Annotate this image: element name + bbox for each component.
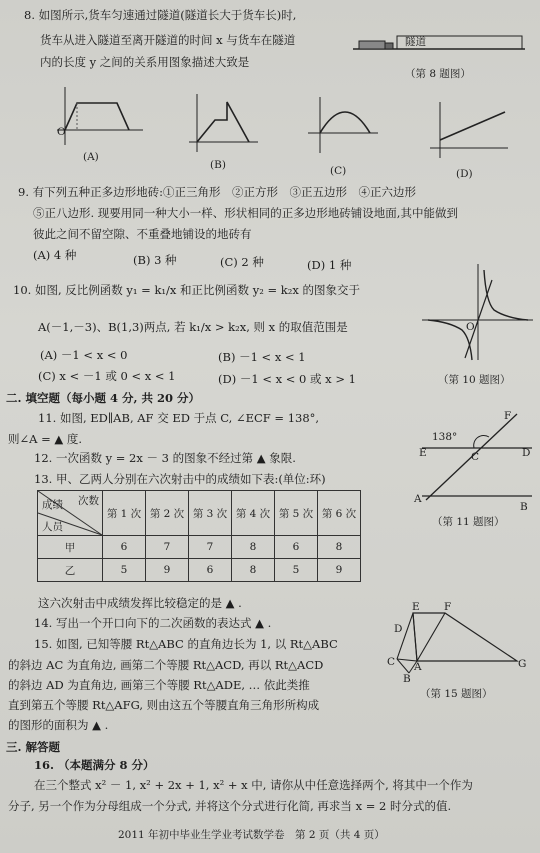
- graph-q10: [420, 262, 535, 362]
- q15-label-g: G: [518, 658, 527, 670]
- page-footer: 2011 年初中毕业生学业考试数学卷 第 2 页（共 4 页）: [118, 829, 385, 841]
- q14-text: 14. 写出一个开口向下的二次函数的表达式 ▲ .: [34, 616, 272, 630]
- q8-line3: 内的长度 y 之间的关系用图象描述大致是: [40, 55, 250, 69]
- q16-line1: 在三个整式 x² － 1, x² + 2x + 1, x² + x 中, 请你从中任意选择两个, 将其中一个作为: [34, 778, 473, 792]
- q10-caption: （第 10 题图）: [438, 374, 511, 386]
- q16-title: 16. （本题满分 8 分）: [34, 758, 155, 772]
- q10-option-c: (C) x < －1 或 0 < x < 1: [38, 369, 176, 383]
- graph-b: [185, 92, 260, 154]
- q15-line5: 的图形的面积为 ▲ .: [8, 718, 109, 732]
- table-cell: 5: [275, 559, 318, 582]
- q11-caption: （第 11 题图）: [432, 516, 505, 528]
- q15-label-f: F: [444, 601, 452, 613]
- q11-label-d: D: [522, 447, 531, 459]
- q11-label-f: F: [504, 410, 512, 422]
- table-cell: 8: [318, 536, 361, 559]
- graph-b-label: (B): [210, 159, 226, 171]
- q11-label-a: A: [414, 493, 422, 505]
- q15-label-a: A: [414, 661, 422, 673]
- q8-line2: 货车从进入隧道至离开隧道的时间 x 与货车在隧道: [40, 33, 296, 47]
- q8-line1: 8. 如图所示,货车匀速通过隧道(隧道长大于货车长)时,: [24, 8, 297, 22]
- q16-line2: 分子, 另一个作为分母组成一个分式, 并将这个分式进行化简, 再求当 x = 2 时分式的值.: [8, 799, 452, 813]
- table-cell: 8: [232, 559, 275, 582]
- q11-label-b: B: [520, 501, 528, 513]
- table-cell: 9: [146, 559, 189, 582]
- table-row-name: 甲: [38, 536, 103, 559]
- table-cell: 6: [275, 536, 318, 559]
- graph-a: [55, 85, 145, 150]
- q13-question: 这六次射击中成绩发挥比较稳定的是 ▲ .: [38, 596, 242, 610]
- q15-line2: 的斜边 AC 为直角边, 画第二个等腰 Rt△ACD, 再以 Rt△ACD: [8, 658, 324, 672]
- graph-c-label: (C): [330, 165, 347, 177]
- q11-label-c: C: [471, 451, 480, 463]
- q15-caption: （第 15 题图）: [420, 688, 493, 700]
- q15-line4: 直到第五个等腰 Rt△AFG, 则由这五个等腰直角三角形所构成: [8, 698, 320, 712]
- tunnel-figure: [353, 33, 528, 63]
- table-cell: 6: [103, 536, 146, 559]
- q15-label-d: D: [394, 623, 403, 635]
- q13-text: 13. 甲、乙两人分别在六次射击中的成绩如下表:(单位:环): [34, 472, 326, 486]
- q9-option-b: (B) 3 种: [133, 253, 177, 267]
- q15-label-e: E: [412, 601, 420, 613]
- q9-option-c: (C) 2 种: [220, 255, 264, 269]
- graph-c: [300, 95, 380, 155]
- q10-line2: A(－1,－3)、B(1,3)两点, 若 k₁/x > k₂x, 则 x 的取值范围是: [38, 320, 348, 334]
- tunnel-label: 隧道: [405, 36, 426, 48]
- q10-option-b: (B) －1 < x < 1: [218, 350, 306, 364]
- q10-option-a: (A) －1 < x < 0: [40, 348, 128, 362]
- q10-line1: 10. 如图, 反比例函数 y₁ = k₁/x 和正比例函数 y₂ = k₂x 的图象交于: [13, 283, 360, 297]
- table-col-header: 第 2 次: [146, 491, 189, 536]
- section-2-title: 二. 填空题（每小题 4 分, 共 20 分）: [6, 391, 201, 405]
- q10-option-d: (D) －1 < x < 0 或 x > 1: [218, 372, 356, 386]
- q10-origin: O: [466, 321, 475, 333]
- q8-caption: （第 8 题图）: [405, 68, 471, 80]
- q11-angle-label: 138°: [432, 431, 458, 443]
- table-header-times: 次数: [78, 495, 99, 507]
- table-header-score: 成绩: [42, 499, 63, 511]
- table-col-header: 第 5 次: [275, 491, 318, 536]
- graph-d: [425, 100, 510, 160]
- table-header-person: 人员: [42, 521, 63, 533]
- graph-a-origin: O: [57, 126, 66, 138]
- table-cell: 5: [103, 559, 146, 582]
- table-cell: 8: [232, 536, 275, 559]
- graph-a-label: (A): [83, 151, 99, 163]
- table-cell: 7: [189, 536, 232, 559]
- table-col-header: 第 4 次: [232, 491, 275, 536]
- q9-option-d: (D) 1 种: [307, 258, 352, 272]
- q15-label-c: C: [387, 656, 396, 668]
- table-cell: 9: [318, 559, 361, 582]
- q11-line2: 则∠A = ▲ 度.: [8, 432, 83, 446]
- q9-line3: 彼此之间不留空隙、不重叠地铺设的地砖有: [33, 227, 252, 241]
- q11-label-e: E: [419, 447, 427, 459]
- table-row: [38, 559, 361, 582]
- table-row: [38, 536, 361, 559]
- table-corner: [38, 491, 103, 536]
- table-row-name: 乙: [38, 559, 103, 582]
- q9-line1: 9. 有下列五种正多边形地砖:①正三角形 ②正方形 ③正五边形 ④正六边形: [18, 185, 416, 199]
- q15-line1: 15. 如图, 已知等腰 Rt△ABC 的直角边长为 1, 以 Rt△ABC: [34, 637, 338, 651]
- q9-line2: ⑤正八边形. 现要用同一种大小一样、形状相同的正多边形地砖铺设地面,其中能做到: [33, 206, 458, 220]
- graph-d-label: (D): [456, 168, 473, 180]
- q9-option-a: (A) 4 种: [33, 248, 77, 262]
- score-table: [37, 490, 361, 582]
- table-col-header: 第 1 次: [103, 491, 146, 536]
- table-cell: 6: [189, 559, 232, 582]
- table-col-header: 第 6 次: [318, 491, 361, 536]
- q11-line1: 11. 如图, ED∥AB, AF 交 ED 于点 C, ∠ECF = 138°,: [38, 411, 320, 425]
- table-cell: 7: [146, 536, 189, 559]
- q15-line3: 的斜边 AD 为直角边, 画第三个等腰 Rt△ADE, … 依此类推: [8, 678, 310, 692]
- section-3-title: 三. 解答题: [6, 740, 61, 754]
- q15-label-b: B: [403, 673, 411, 685]
- q12-text: 12. 一次函数 y = 2x － 3 的图象不经过第 ▲ 象限.: [34, 451, 296, 465]
- table-col-header: 第 3 次: [189, 491, 232, 536]
